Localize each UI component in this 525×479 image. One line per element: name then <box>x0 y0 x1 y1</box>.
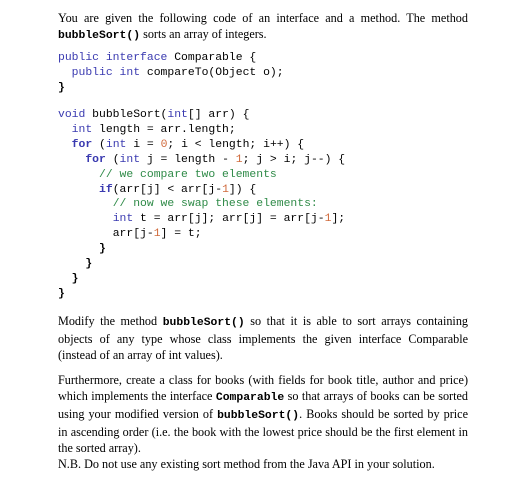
modify-text-1: Modify the method <box>58 314 163 328</box>
modify-method-name: bubbleSort() <box>162 317 245 329</box>
modify-paragraph <box>58 313 468 363</box>
code-line: if(arr[j] < arr[j-1]) { <box>99 183 257 196</box>
code-line: arr[j-1] = t; <box>112 228 202 241</box>
nb-paragraph: N.B. Do not use any existing sort method from the Java API in your solution. <box>58 457 435 471</box>
code-comment: // we compare two elements <box>99 168 277 181</box>
modify-text-2: so that it is able to sort arrays containing objects of any type whose class implements the given interface Comparable (instead of an array of int values). <box>58 314 469 362</box>
code-line: } <box>85 258 93 271</box>
furthermore-text-1: Furthermore, create a class for books (with fields for book title, author and price) which implements the interface <box>58 373 468 403</box>
code-line: } <box>71 272 79 285</box>
furthermore-method-name: bubbleSort() <box>217 410 300 422</box>
intro-paragraph <box>58 10 468 44</box>
code-line: } <box>99 243 106 256</box>
code-line: int t = arr[j]; arr[j] = arr[j-1]; <box>112 213 346 226</box>
code-line: for (int i = 0; i < length; i++) { <box>71 138 305 151</box>
code-line: public interface Comparable { <box>58 52 257 64</box>
code-line: } <box>58 287 65 300</box>
intro-text-1: You are given the following code of an interface and a method. The method <box>58 11 468 25</box>
interface-code-block <box>58 51 284 96</box>
code-comment: // now we swap these elements: <box>112 198 318 211</box>
furthermore-text-2: so that arrays of books can be sorted using your modified version of <box>58 389 468 421</box>
code-line: int length = arr.length; <box>71 123 236 136</box>
code-line: for (int j = length - 1; j > i; j--) { <box>85 153 346 166</box>
furthermore-paragraph <box>58 372 468 456</box>
code-line: } <box>58 81 65 94</box>
furthermore-interface-name: Comparable <box>215 392 285 404</box>
intro-method-name: bubbleSort() <box>58 30 141 42</box>
intro-text-2: sorts an array of integers. <box>140 27 267 41</box>
method-code-block <box>58 108 345 302</box>
code-line: void bubbleSort(int[] arr) { <box>58 109 250 121</box>
furthermore-text-3: . Books should be sorted by price in ascending order (i.e. the book with the lowest price should be the first element in the sorted array). <box>58 407 468 455</box>
code-line: public int compareTo(Object o); <box>71 66 284 79</box>
